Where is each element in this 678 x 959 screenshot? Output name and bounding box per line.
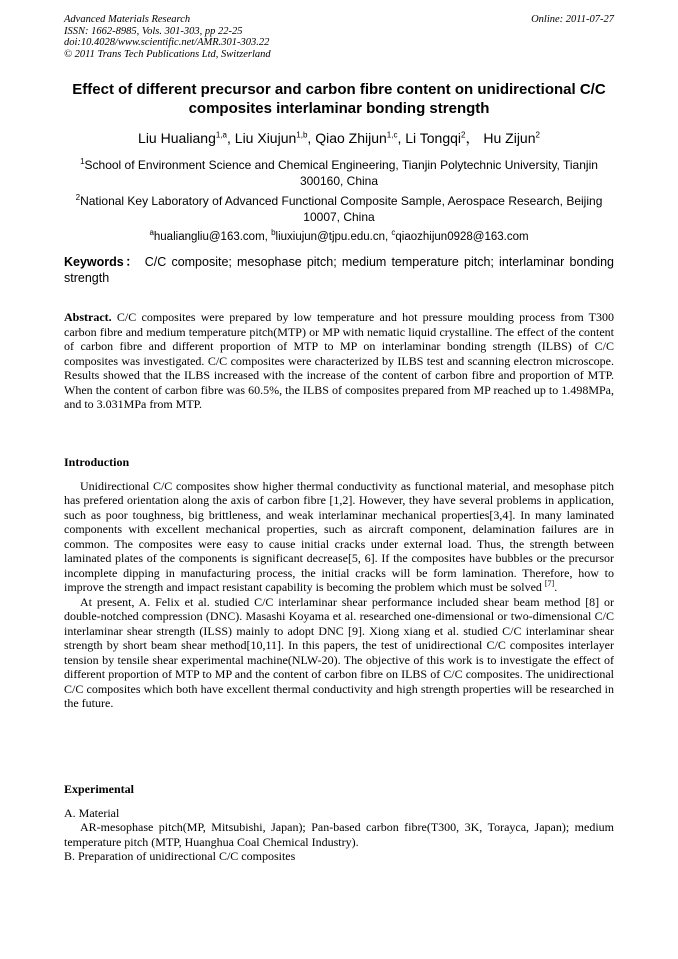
author: Qiao Zhijun$^{1,c}$,	[315, 130, 406, 146]
introduction-paragraph-2: At present, A. Felix et al. studied C/C interlaminar shear performance included shear beam method [8] or double-notched compression (DNC). Masashi Koyama et al. researched one-dimensional or two-dimensional C/C interlaminar shear strength (ILSS) mainly to adopt DNC [9]. Xiong xiang et al. studied C/C interlaminar shear strength by short beam shear method[10,11]. In this papers, the test of unidirectional C/C composites interlayer tension by tensile shear experimental machine(NLW-20). The objective of this work is to investigate the effect of different proportion of MTP to MP and the content of carbon fibre on ILBS of C/C composites. The unidirectional C/C composites which both have excellent thermal conductivity and high strength properties will be researched in the future.	[64, 594, 614, 710]
abstract-text: C/C composites were prepared by low temperature and hot pressure moulding process from T300 carbon fibre and medium temperature pitch(MTP) or MP with nematic liquid crystalline. The effect of the content of carbon fibre and different proportion of MTP to MP on interlaminar bonding strength (ILBS) of C/C composites was investigated. C/C composites were characterized by ILBS test and scanning electron microscope. Results showed that the ILBS increased with the increase of the content of carbon fibre and proportion of MTP. When the content of carbon fibre was 60.5%, the ILBS of composites prepared from MP reached up to 1.498MPa, and to 3.031MPa from MTP.	[64, 310, 615, 411]
journal-doi: doi:10.4028/www.scientific.net/AMR.301-303.22	[64, 37, 270, 48]
abstract	[64, 310, 614, 412]
keywords	[64, 254, 614, 286]
author-list	[64, 129, 614, 147]
journal-copyright: © 2011 Trans Tech Publications Ltd, Switzerland	[64, 48, 271, 60]
introduction-heading: Introduction	[64, 455, 130, 469]
affiliation-2: $^2$National Key Laboratory of Advanced Functional Composite Sample, Aerospace Research, Beijing 10007, China	[75, 193, 603, 224]
introduction-section	[64, 455, 614, 711]
affiliation-1: $^1$School of Environment Science and Chemical Engineering, Tianjin Polytechnic University, Tianjin 300160, China	[80, 157, 598, 188]
author-emails: $^a$hualiangliu@163.com, $^b$liuxiujun@tjpu.edu.cn, $^c$qiaozhijun0928@163.com	[149, 228, 529, 243]
abstract-label: Abstract.	[64, 310, 112, 324]
author: Hu Zijun$^2$	[483, 130, 540, 146]
author: Liu Hualiang$^{1,a}$,	[138, 130, 235, 146]
subsection-a-title: A. Material	[64, 805, 120, 820]
author: Liu Xiujun$^{1,b}$,	[234, 130, 316, 146]
experimental-section	[64, 782, 614, 864]
keywords-label: Keywords：	[64, 255, 140, 269]
subsection-a-text: AR-mesophase pitch(MP, Mitsubishi, Japan); Pan-based carbon fibre(T300, 3K, Torayca, Japan); medium temperature pitch (MTP, Huanghua Coal Chemical Industry).	[64, 820, 614, 849]
introduction-paragraph-1: Unidirectional C/C composites show higher thermal conductivity as functional material, and mesophase pitch has prefered orientation along the axis of carbon fibre [1,2]. However, they have several problems in application, such as poor toughness, big brittleness, and weak interlaminar mechanical properties[3,4]. In many laminated components with excellent mechanical properties, such as aircraft component, delamination failures are in common. The composites were easy to cause initial cracks under external load. Thus, the strength between laminated plates of the components is significant decrease[5, 6]. If the composites have bubbles or the precursor incomplete dipping in manufacturing process, the initial cracks will be form lamination. Therefore, how to improve the strength and impact resistant capability is becoming the problem which must be solved [7].	[64, 478, 614, 594]
online-date: Online: 2011-07-27	[531, 14, 614, 25]
keywords-text: C/C composite; mesophase pitch; medium temperature pitch; interlaminar bonding strength	[64, 255, 614, 285]
subsection-b-title: B. Preparation of unidirectional C/C composites	[64, 849, 296, 863]
journal-issn: ISSN: 1662-8985, Vols. 301-303, pp 22-25	[64, 25, 243, 37]
journal-name: Advanced Materials Research	[64, 14, 191, 25]
author: Li Tongqi$^2$，	[405, 130, 484, 146]
paper-title: Effect of different precursor and carbon fibre content on unidirectional C/C composites interlaminar bonding strength	[72, 81, 606, 117]
experimental-heading: Experimental	[64, 782, 134, 796]
